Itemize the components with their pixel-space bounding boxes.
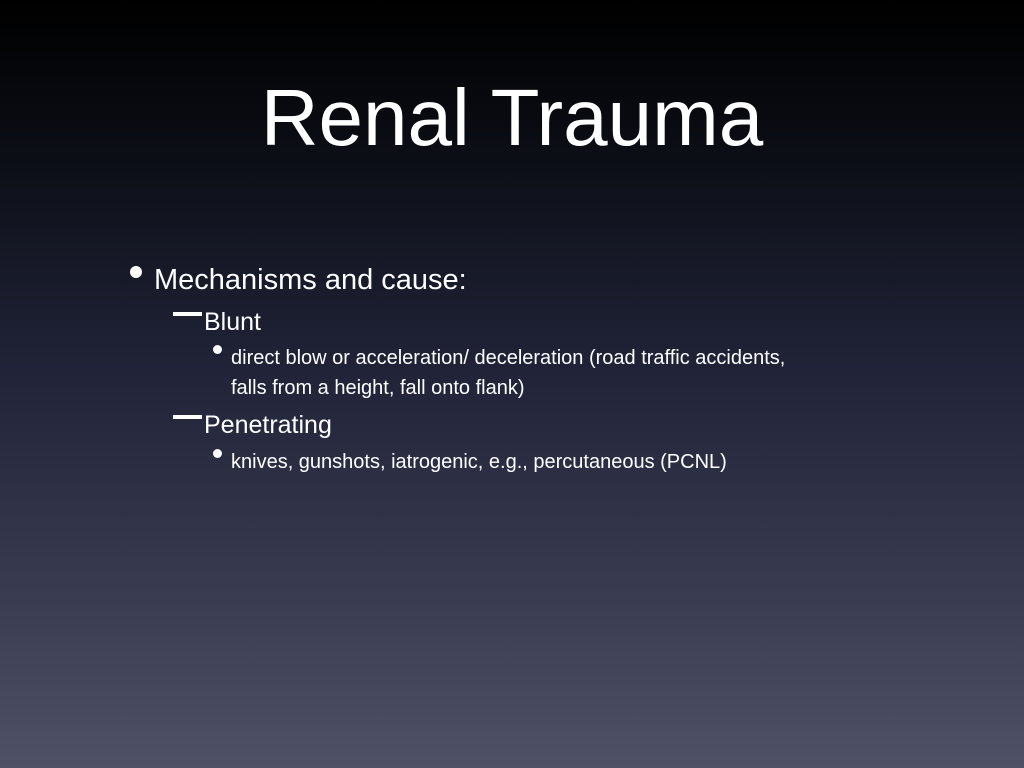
dash-icon <box>173 312 202 316</box>
dash-icon <box>173 415 202 419</box>
sub-bullet-text: knives, gunshots, iatrogenic, e.g., percutaneous (PCNL) <box>231 451 727 473</box>
dash-item-penetrating <box>173 409 953 441</box>
main-bullet <box>130 260 950 300</box>
sub-bullet-text: direct blow or acceleration/ deceleration (road traffic accidents, falls from a height, fall onto flank) <box>231 347 786 399</box>
dash-item-label: Blunt <box>204 308 261 336</box>
bullet-dot-icon <box>130 266 142 278</box>
sub-bullet-blunt <box>213 343 813 403</box>
dash-item-label: Penetrating <box>204 411 332 439</box>
sub-bullet-dot-icon <box>213 449 222 458</box>
dash-item-blunt <box>173 306 953 338</box>
sub-bullet-penetrating <box>213 447 813 477</box>
sub-bullet-dot-icon <box>213 345 222 354</box>
main-bullet-text: Mechanisms and cause: <box>154 264 467 296</box>
slide-title: Renal Trauma <box>260 73 764 162</box>
